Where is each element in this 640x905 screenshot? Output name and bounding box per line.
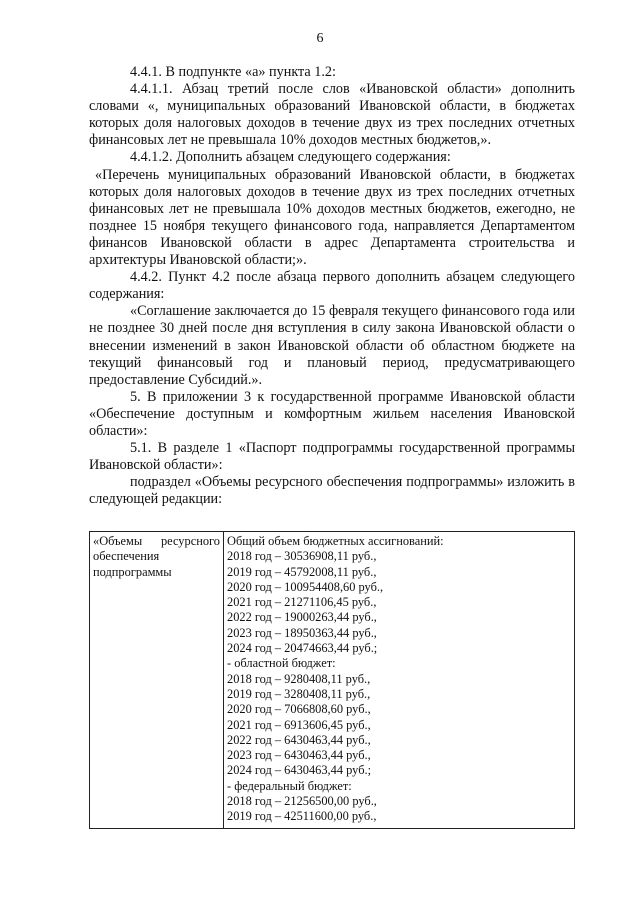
paragraph-4-4-1-2: 4.4.1.2. Дополнить абзацем следующего содержания: [130, 149, 451, 166]
paragraph-subsection: подраздел «Объемы ресурсного обеспечения подпрограммы» изложить в следующей редакции: [89, 474, 575, 508]
budget-line: 2019 год – 42511600,00 руб., [227, 809, 377, 824]
resource-table [89, 531, 575, 829]
document-body [89, 64, 575, 508]
budget-line: 2023 год – 6430463,44 руб., [227, 748, 371, 763]
budget-line: 2019 год – 3280408,11 руб., [227, 686, 371, 701]
budget-line: 2020 год – 7066808,60 руб., [227, 702, 371, 717]
paragraph-4-4-1: 4.4.1. В подпункте «а» пункта 1.2: [130, 64, 336, 80]
budget-line: 2018 год – 9280408,11 руб., [227, 671, 371, 686]
budget-line: 2021 год – 6913606,45 руб., [227, 717, 371, 732]
budget-line: 2020 год – 100954408,60 руб., [227, 579, 384, 594]
paragraph-4-4-1-1: 4.4.1.1. Абзац третий после слов «Ивановской области» дополнить словами «, муниципальных образований Ивановской области, в бюджетах которых доля налоговых доходов в течение двух из трех последних отчетных финансовых лет не превышала 10% доходов местных бюджетов,». [89, 81, 575, 149]
budget-line: 2018 год – 30536908,11 руб., [227, 549, 377, 564]
budget-line: 2019 год – 45792008,11 руб., [227, 564, 377, 579]
budget-line: 2023 год – 18950363,44 руб., [227, 625, 377, 640]
budget-line: 2024 год – 20474663,44 руб.; [227, 641, 378, 656]
budget-line: - федеральный бюджет: [227, 778, 352, 793]
budget-line: 2022 год – 19000263,44 руб., [227, 610, 377, 625]
budget-line: 2022 год – 6430463,44 руб., [227, 732, 371, 747]
table-cell-values [224, 532, 575, 829]
budget-line: 2018 год – 21256500,00 руб., [227, 794, 377, 809]
budget-line: 2024 год – 6430463,44 руб.; [227, 763, 372, 778]
quoted-paragraph-list: «Перечень муниципальных образований Ивановской области, в бюджетах которых доля налоговых доходов в течение двух из трех последних отчетных финансовых лет не превышала 10% доходов местных бюджетов, ежегодно, не позднее 15 ноября текущего финансового года, направляется Департаментом финансов Ивановской области в адрес Департамента строительства и архитектуры Ивановской области;». [89, 166, 575, 269]
page-number: 6 [316, 31, 324, 46]
table-cell-label [90, 532, 224, 829]
budget-line: Общий объем бюджетных ассигнований: [227, 534, 444, 548]
budget-line: 2021 год – 21271106,45 руб., [227, 595, 377, 610]
paragraph-4-4-2: 4.4.2. Пункт 4.2 после абзаца первого дополнить абзацем следующего содержания: [89, 269, 575, 303]
quoted-paragraph-agreement: «Соглашение заключается до 15 февраля текущего финансового года или не позднее 30 дней после дня вступления в силу закона Ивановской области о внесении изменений в закон Ивановской области об областном бюджете на текущий финансовый год и плановый период, предусматривающего предоставление Субсидий.». [89, 303, 575, 388]
label-line: обеспечения [93, 549, 160, 564]
paragraph-5: 5. В приложении 3 к государственной программе Ивановской области «Обеспечение доступным и комфортным жильем населения Ивановской области»: [89, 388, 575, 439]
label-line: подпрограммы [93, 564, 172, 579]
label-line: «Объемы ресурсного [93, 534, 220, 548]
paragraph-5-1: 5.1. В разделе 1 «Паспорт подпрограммы государственной программы Ивановской области»: [89, 440, 575, 474]
table-row [90, 532, 575, 829]
budget-line: - областной бюджет: [227, 656, 336, 671]
